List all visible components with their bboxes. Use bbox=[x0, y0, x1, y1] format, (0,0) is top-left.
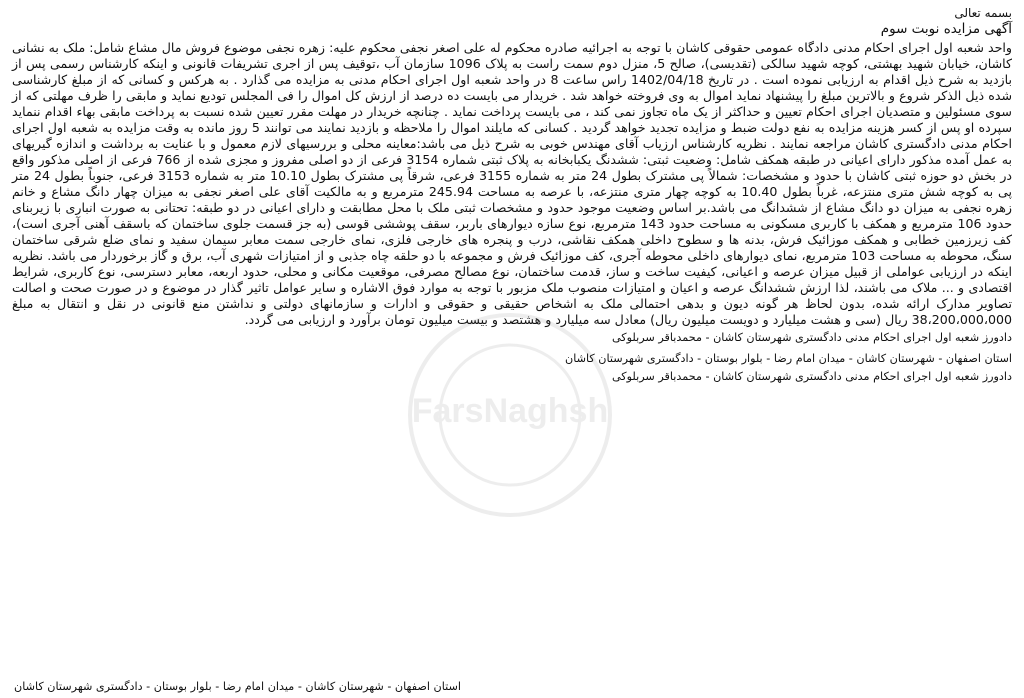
notice-header bbox=[12, 6, 1012, 38]
address-line: استان اصفهان - شهرستان کاشان - میدان امام رضا - بلوار بوستان - دادگستری شهرستان کاشان bbox=[564, 352, 1012, 365]
signature-line: دادورز شعبه اول اجرای احکام مدنی دادگستری شهرستان کاشان - محمدباقر سربلوکی bbox=[611, 331, 1012, 344]
notice-body: واحد شعبه اول اجرای احکام مدنی دادگاه عمومی حقوقی کاشان با توجه به اجرائیه صادره محکوم له علی اصغر نجفی محکوم علیه: زهره نجفی موضوع فروش مال مشاع شامل: ملک به نشانی کاشان، خیابان شهید بهشتی، کوچه شهید سالکی (تقدیسی)، صالح 5، منزل دوم سمت راست به پلاک 1096 سازمان آب ،توقیف پس از اجری تشریفات قانونی و اینکه کارشناس رسمی پس از بازدید به شرح ذیل اقدام به ارزیابی نموده است . در تاریخ 1402/04/18 راس ساعت 8 در واحد شعبه اول اجرای احکام مدنی به مزایده می گذارد . به هرکس و کسانی که از مبلغ کارشناسی شده ذیل الذکر شروع و بالاترین مبلغ را پیشنهاد نماید اموال به وی فروخته خواهد شد . خریدار می بایست ده درصد از ارزش کل اموال را فی المجلس تودیع نماید و مابقی را ظرف مهلتی که از سوی مسئولین و متصدیان اجرای احکام تعیین و حداکثر از یک ماه تجاوز نمی کند ، می بایست پرداخت نماید . چنانچه خریدار در مهلت مقرر تعیین شده نسبت به پرداخت مابقی بهاء اقدام ننماید سپرده او پس از کسر هزینه مزایده به نفع دولت ضبط و مزایده تجدید خواهد گردید . کسانی که مایلند اموال را ملاحظه و بازدید نمایند می توانند 5 روز مانده به وقت مزایده به شعبه اول اجرای احکام مدنی دادگستری کاشان مراجعه نمایند . نظریه کارشناس ارزیاب آقای مهندس خوبی به شرح ذیل می باشد:معاینه محلی و بررسیهای لازم معمول و با عنایت به برداشت و اندازه گیریهای به عمل آمده مذکور دارای اعیانی در طبقه همکف شامل: وضعیت ثبتی: ششدنگ یکبابخانه به پلاک ثبتی شماره 3154 فرعی از دو اصلی مفروز و مجزی شده از 766 فرعی از اصلی مذکور واقع در بخش دو حوزه ثبتی کاشان با حدود و مشخصات: شمالاً پی مشترک بطول 24 متر به شماره 3155 فرعی، شرقاً پی مشترک بطول 10.10 متر به شماره 3153 فرعی، جنوباً بطول 24 متر پی به کوچه شش متری منتزعه، غرباً بطول 10.40 به کوچه چهار متری منتزعه، با عرصه به مساحت 245.94 مترمربع و به مالکیت آقای علی اصغر نجفی به میزان چهار دانگ مشاع و خانم زهره نجفی به میزان دو دانگ مشاع از ششدانگ می باشد.بر اساس وضعیت موجود حدود و مشخصات ثبتی ملک با محل مطابقت و دارای اعیانی در دو طبقه: تحتانی به صورت انباری با زیربنای حدود 106 مترمربع و همکف با کاربری مسکونی به مساحت حدود 143 مترمربع، نوع سازه دیوارهای باربر، سقف پوششی قوسی (به جز قسمت جلوی ساختمان که باسقف آهنی آجری است)، کف زیرزمین خطابی و همکف موزائیک فرش، بدنه ها و سطوح داخلی همکف نقاشی، درب و پنجره های خارجی فلزی، نمای خارجی سمت معابر سیمان سفید و نمای ضلع شرقی ساختمان سنگ، محوطه به مساحت 103 مترمربع، نمای دیوارهای داخلی محوطه آجری، کف موزائیک فرش و مجموعه با دو حلقه چاه جذبی و از امتیازات شهری آب، برق و گاز برخوردار می باشد. نظریه اینکه در ارزیابی عواملی از قبیل میزان عرصه و اعیانی، کیفیت ساخت و ساز، قدمت ساختمان، نوع مصالح مصرفی، موقعیت مکانی و محلی، حدود اربعه، معابر دسترسی، نوع کاربری، شرایط اقتصادی و ... ملاک می باشند، لذا ارزش ششدانگ عرصه و اعیان و امتیازات منصوب ملک مزبور با توجه به موارد فوق الاشاره و سایر عوامل تاثیر گذار در موضوع و در صورت صحت و اصالت تصاویر مدارک ارائه شده، بدون لحاظ هر گونه دیون و بدهی احتمالی ملک به اشخاص حقیقی و حقوقی و ادارات و سازمانهای دولتی و نداشتن منع قانونی در نقل و انتقال به مبلغ 38،200،000،000 ریال (سی و هشت میلیارد و دویست میلیون ریال) معادل سه میلیارد و هشتصد و بیست میلیون تومان برآورد و ارزیابی می گردد. bbox=[12, 40, 1013, 327]
notice-title: آگهی مزایده نوبت سوم bbox=[880, 21, 1012, 37]
watermark-text: FarsNaghsh bbox=[411, 392, 609, 430]
signature-line-repeat: دادورز شعبه اول اجرای احکام مدنی دادگستری شهرستان کاشان - محمدباقر سربلوکی bbox=[611, 370, 1012, 383]
bismillah: بسمه تعالی bbox=[954, 6, 1012, 20]
address-line-repeat: استان اصفهان - شهرستان کاشان - میدان امام رضا - بلوار بوستان - دادگستری شهرستان کاشان bbox=[14, 680, 462, 693]
